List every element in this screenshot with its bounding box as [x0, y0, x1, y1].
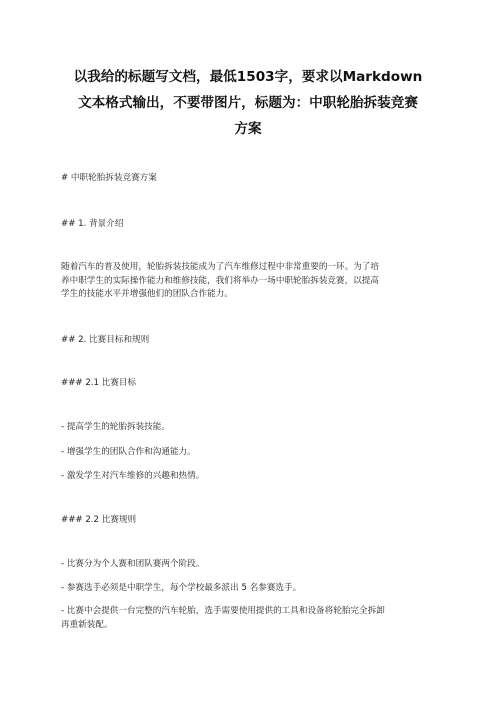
document-title	[60, 64, 436, 142]
goal-item: - 提高学生的轮胎拆装技能。	[61, 422, 170, 432]
paragraph-line: 学生的技能水平并增强他们的团队合作能力。	[61, 289, 233, 299]
markdown-h1: # 中职轮胎拆装竞赛方案	[61, 173, 157, 183]
section1-paragraph	[61, 261, 441, 302]
rule-item: - 参赛选手必须是中职学生，每个学校最多派出 5 名参赛选手。	[61, 583, 302, 593]
section1-heading: ## 1. 背景介绍	[61, 219, 124, 229]
subsection21-heading: ### 2.1 比赛目标	[61, 378, 137, 388]
goal-item: - 增强学生的团队合作和沟通能力。	[61, 447, 196, 457]
title-line: 以我给的标题写文档，最低1503字，要求以Markdown	[73, 69, 423, 85]
rule-item-multiline	[61, 605, 441, 632]
rule-line: - 比赛中会提供一台完整的汽车轮胎，选手需要使用提供的工具和设备将轮胎完全拆卸	[61, 606, 385, 616]
paragraph-line: 养中职学生的实际操作能力和维修技能，我们将举办一场中职轮胎拆装竞赛，以提高	[61, 275, 379, 286]
section2-heading: ## 2. 比赛目标和规则	[61, 335, 150, 345]
title-line: 方案	[234, 121, 262, 137]
rule-item: - 比赛分为个人赛和团队赛两个阶段。	[61, 559, 205, 569]
rule-line: 再重新装配。	[61, 619, 113, 630]
goal-item: - 激发学生对汽车维修的兴趣和热情。	[61, 471, 205, 481]
title-line: 文本格式输出，不要带图片，标题为：中职轮胎拆装竞赛	[78, 95, 418, 111]
subsection22-heading: ### 2.2 比赛规则	[61, 515, 137, 525]
paragraph-line: 随着汽车的普及使用，轮胎拆装技能成为了汽车维修过程中非常重要的一环。为了培	[61, 262, 379, 272]
